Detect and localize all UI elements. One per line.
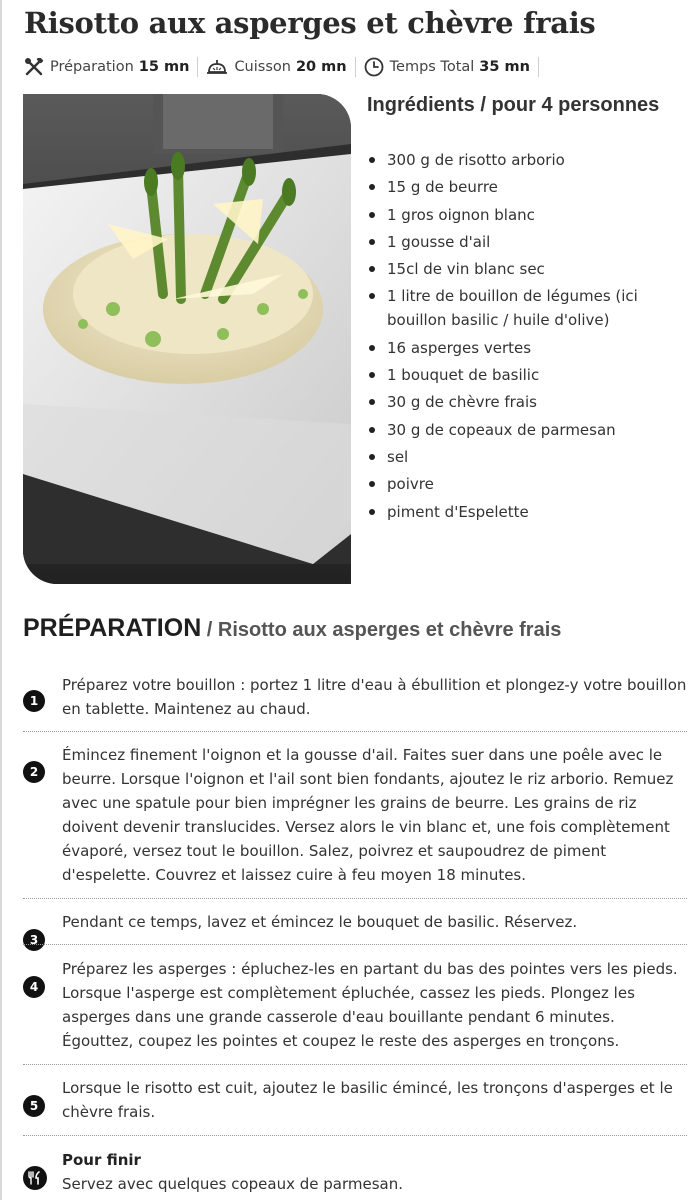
recipe-title: Risotto aux asperges et chèvre frais: [24, 6, 596, 40]
step-divider: [23, 898, 687, 899]
preparation-step: [23, 910, 687, 947]
ingredient-item: 1 litre de bouillon de légumes (ici bouillon basilic / huile d'olive): [367, 284, 677, 332]
preparation-step: [23, 743, 687, 887]
ingredients-title: Ingrédients / pour 4 personnes: [367, 94, 660, 116]
ingredient-item: 30 g de chèvre frais: [367, 390, 677, 414]
step-text: Lorsque le risotto est cuit, ajoutez le basilic émincé, les tronçons d'asperges et le chèvre frais.: [62, 1079, 673, 1121]
total-time: [364, 57, 539, 77]
preparation-step: [23, 1076, 687, 1124]
clock-icon: [364, 57, 384, 77]
final-step: [23, 1148, 687, 1196]
ingredient-item: 16 asperges vertes: [367, 336, 677, 360]
ingredient-item: 1 gousse d'ail: [367, 230, 677, 254]
preparation-step: [23, 957, 687, 1053]
preparation-step: [23, 673, 687, 721]
step-number: 4: [23, 976, 45, 998]
step-number: 1: [23, 690, 45, 712]
final-step-content: [62, 1148, 687, 1196]
step-number: 2: [23, 761, 45, 783]
prep-time-label: Préparation: [50, 59, 134, 75]
step-text: Préparez votre bouillon : portez 1 litre d'eau à ébullition et plongez-y votre bouillon en tablette. Maintenez au chaud.: [62, 676, 687, 718]
ingredient-item: piment d'Espelette: [367, 500, 677, 524]
cook-time-value: 20 mn: [295, 59, 347, 75]
cook-time-label: Cuisson: [234, 59, 291, 75]
final-step-text: Servez avec quelques copeaux de parmesan.: [62, 1175, 404, 1193]
ingredient-item: sel: [367, 445, 677, 469]
preparation-heading: [23, 614, 561, 643]
final-step-title: Pour finir: [62, 1151, 141, 1169]
tools-icon: [24, 58, 44, 76]
step-text: Émincez finement l'oignon et la gousse d'ail. Faites suer dans une poêle avec le beurre. Lorsque l'oignon et l'ail sont bien fondants, ajoutez le riz arborio. Remuez avec une spatule pour bien imprégner les grains de beurre. Les grains de riz doivent devenir translucides. Versez alors le vin blanc et, une fois complètement évaporé, versez tout le bouillon. Salez, poivrez et saupoudrez de piment d'espelette. Couvrez et laissez cuire à feu moyen 18 minutes.: [62, 746, 674, 884]
risotto-plate-illustration: [23, 94, 351, 584]
step-divider: [23, 944, 687, 945]
ingredient-item: poivre: [367, 472, 677, 496]
step-number: 5: [23, 1095, 45, 1117]
total-time-label: Temps Total: [389, 59, 475, 75]
ingredients-list: [367, 148, 677, 527]
prep-time-value: 15 mn: [138, 59, 190, 75]
prep-time: [24, 57, 198, 77]
ingredient-item: 30 g de copeaux de parmesan: [367, 418, 677, 442]
step-divider: [23, 731, 687, 732]
ingredient-item: 300 g de risotto arborio: [367, 148, 677, 172]
ingredient-item: 1 bouquet de basilic: [367, 363, 677, 387]
step-divider: [23, 1135, 687, 1136]
ingredient-item: 15cl de vin blanc sec: [367, 257, 677, 281]
preparation-title: PRÉPARATION: [23, 614, 202, 642]
fork-knife-icon: [23, 1166, 47, 1190]
step-text: Préparez les asperges : épluchez-les en partant du bas des pointes vers les pieds. Lorsque l'asperge est complètement épluchée, cassez les pieds. Plongez les asperges dans une grande casserole d'eau bouillante pendant 6 minutes. Égouttez, coupez les pointes et coupez le reste des asperges en tronçons.: [62, 960, 678, 1050]
recipe-photo: [23, 94, 351, 584]
step-text: Pendant ce temps, lavez et émincez le bouquet de basilic. Réservez.: [62, 913, 578, 931]
step-number: 3: [23, 929, 45, 951]
preparation-subtitle: / Risotto aux asperges et chèvre frais: [201, 619, 562, 641]
ingredient-item: 1 gros oignon blanc: [367, 203, 677, 227]
cook-time: [206, 57, 355, 77]
ingredient-item: 15 g de beurre: [367, 175, 677, 199]
pot-icon: [206, 59, 228, 75]
recipe-times: [24, 56, 539, 78]
page-left-border: [0, 0, 2, 1200]
total-time-value: 35 mn: [479, 59, 530, 75]
step-divider: [23, 1064, 687, 1065]
